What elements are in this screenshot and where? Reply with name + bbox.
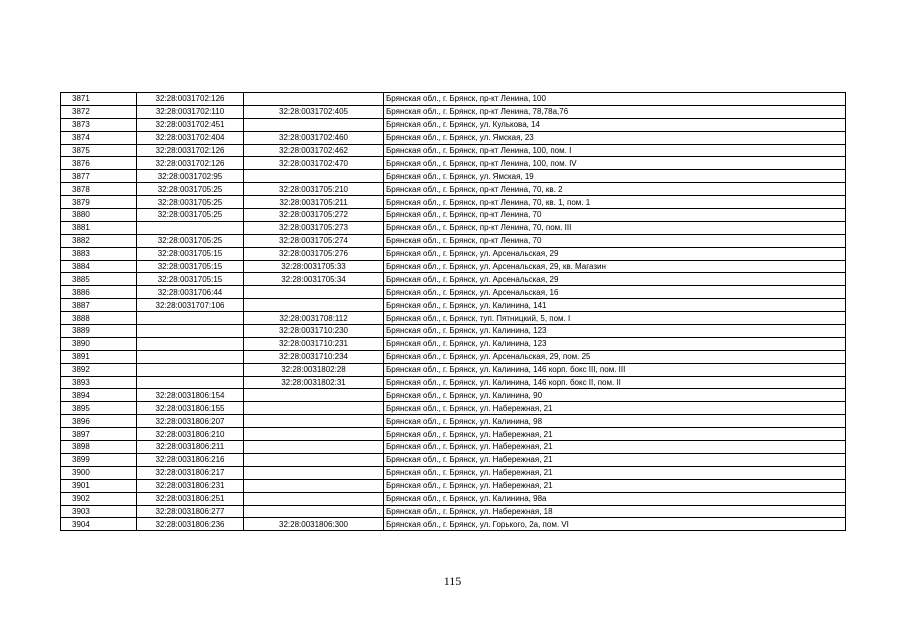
- cell-row-number: 3878: [61, 183, 137, 196]
- table-row: [61, 402, 846, 415]
- table-row: [61, 286, 846, 299]
- cell-address: Брянская обл., г. Брянск, ул. Ямская, 23: [384, 131, 846, 144]
- cell-cadastral-number-secondary: [244, 505, 384, 518]
- cell-cadastral-number: 32:28:0031705:25: [137, 234, 244, 247]
- table-row: [61, 196, 846, 209]
- cell-cadastral-number-secondary: 32:28:0031705:272: [244, 209, 384, 222]
- cell-cadastral-number-secondary: 32:28:0031802:31: [244, 376, 384, 389]
- cell-cadastral-number-secondary: 32:28:0031702:405: [244, 105, 384, 118]
- cell-address: Брянская обл., г. Брянск, ул. Набережная, 21: [384, 402, 846, 415]
- cell-cadastral-number-secondary: 32:28:0031705:276: [244, 247, 384, 260]
- cell-address: Брянская обл., г. Брянск, пр-кт Ленина, 70: [384, 209, 846, 222]
- cell-cadastral-number-secondary: 32:28:0031705:210: [244, 183, 384, 196]
- table-row: [61, 389, 846, 402]
- page-number: 115: [443, 574, 462, 588]
- cell-row-number: 3883: [61, 247, 137, 260]
- cell-cadastral-number: 32:28:0031705:15: [137, 247, 244, 260]
- table-row: [61, 376, 846, 389]
- cell-cadastral-number-secondary: 32:28:0031705:211: [244, 196, 384, 209]
- cell-cadastral-number: [137, 325, 244, 338]
- cell-cadastral-number: 32:28:0031806:210: [137, 428, 244, 441]
- table-row: [61, 337, 846, 350]
- cell-cadastral-number-secondary: [244, 415, 384, 428]
- table-row: [61, 466, 846, 479]
- table-row: [61, 350, 846, 363]
- cell-cadastral-number: 32:28:0031806:216: [137, 453, 244, 466]
- cell-row-number: 3879: [61, 196, 137, 209]
- cell-cadastral-number: 32:28:0031702:110: [137, 105, 244, 118]
- cell-row-number: 3901: [61, 479, 137, 492]
- cell-address: Брянская обл., г. Брянск, ул. Набережная, 21: [384, 453, 846, 466]
- table-row: [61, 131, 846, 144]
- cell-address: Брянская обл., г. Брянск, ул. Арсенальская, 29, кв. Магазин: [384, 260, 846, 273]
- cell-cadastral-number-secondary: 32:28:0031705:33: [244, 260, 384, 273]
- cell-address: Брянская обл., г. Брянск, ул. Кулькова, 14: [384, 118, 846, 131]
- cell-address: Брянская обл., г. Брянск, пр-кт Ленина, 70, кв. 2: [384, 183, 846, 196]
- cell-cadastral-number-secondary: [244, 441, 384, 454]
- registry-table: [60, 92, 846, 531]
- cell-cadastral-number-secondary: [244, 286, 384, 299]
- table-row: [61, 415, 846, 428]
- cell-address: Брянская обл., г. Брянск, ул. Арсенальская, 16: [384, 286, 846, 299]
- cell-cadastral-number: 32:28:0031705:15: [137, 273, 244, 286]
- cell-row-number: 3895: [61, 402, 137, 415]
- cell-cadastral-number-secondary: 32:28:0031708:112: [244, 312, 384, 325]
- cell-cadastral-number-secondary: 32:28:0031710:230: [244, 325, 384, 338]
- cell-row-number: 3871: [61, 93, 137, 106]
- cell-cadastral-number-secondary: 32:28:0031705:34: [244, 273, 384, 286]
- cell-address: Брянская обл., г. Брянск, пр-кт Ленина, 100, пом. IV: [384, 157, 846, 170]
- cell-row-number: 3887: [61, 299, 137, 312]
- cell-cadastral-number: 32:28:0031707:106: [137, 299, 244, 312]
- cell-row-number: 3874: [61, 131, 137, 144]
- table-row: [61, 492, 846, 505]
- table-row: [61, 518, 846, 531]
- cell-address: Брянская обл., г. Брянск, ул. Набережная, 21: [384, 466, 846, 479]
- cell-row-number: 3904: [61, 518, 137, 531]
- cell-cadastral-number: [137, 363, 244, 376]
- cell-row-number: 3881: [61, 221, 137, 234]
- cell-row-number: 3888: [61, 312, 137, 325]
- cell-row-number: 3897: [61, 428, 137, 441]
- cell-address: Брянская обл., г. Брянск, ул. Калинина, 98а: [384, 492, 846, 505]
- cell-row-number: 3889: [61, 325, 137, 338]
- cell-cadastral-number-secondary: 32:28:0031806:300: [244, 518, 384, 531]
- table-row: [61, 479, 846, 492]
- cell-address: Брянская обл., г. Брянск, ул. Арсенальская, 29: [384, 247, 846, 260]
- cell-row-number: 3894: [61, 389, 137, 402]
- cell-row-number: 3875: [61, 144, 137, 157]
- cell-row-number: 3899: [61, 453, 137, 466]
- cell-address: Брянская обл., г. Брянск, ул. Набережная, 21: [384, 479, 846, 492]
- table-row: [61, 312, 846, 325]
- table-row: [61, 93, 846, 106]
- cell-cadastral-number-secondary: [244, 389, 384, 402]
- cell-cadastral-number-secondary: 32:28:0031705:273: [244, 221, 384, 234]
- cell-cadastral-number-secondary: [244, 453, 384, 466]
- cell-cadastral-number: [137, 312, 244, 325]
- cell-row-number: 3877: [61, 170, 137, 183]
- cell-row-number: 3893: [61, 376, 137, 389]
- cell-row-number: 3872: [61, 105, 137, 118]
- table-row: [61, 105, 846, 118]
- cell-cadastral-number: 32:28:0031806:207: [137, 415, 244, 428]
- cell-cadastral-number-secondary: [244, 118, 384, 131]
- cell-cadastral-number: 32:28:0031705:15: [137, 260, 244, 273]
- cell-cadastral-number: 32:28:0031702:126: [137, 144, 244, 157]
- table-row: [61, 144, 846, 157]
- cell-cadastral-number-secondary: 32:28:0031702:470: [244, 157, 384, 170]
- cell-address: Брянская обл., г. Брянск, пр-кт Ленина, 78,78а,76: [384, 105, 846, 118]
- cell-cadastral-number: 32:28:0031702:126: [137, 157, 244, 170]
- cell-row-number: 3884: [61, 260, 137, 273]
- cell-cadastral-number: 32:28:0031806:154: [137, 389, 244, 402]
- cell-address: Брянская обл., г. Брянск, туп. Пятницкий, 5, пом. I: [384, 312, 846, 325]
- cell-cadastral-number-secondary: 32:28:0031710:231: [244, 337, 384, 350]
- cell-address: Брянская обл., г. Брянск, ул. Калинина, 123: [384, 325, 846, 338]
- cell-address: Брянская обл., г. Брянск, пр-кт Ленина, 100, пом. I: [384, 144, 846, 157]
- cell-row-number: 3882: [61, 234, 137, 247]
- cell-row-number: 3876: [61, 157, 137, 170]
- cell-cadastral-number-secondary: [244, 428, 384, 441]
- table-row: [61, 505, 846, 518]
- cell-address: Брянская обл., г. Брянск, ул. Набережная, 21: [384, 441, 846, 454]
- cell-row-number: 3891: [61, 350, 137, 363]
- cell-row-number: 3900: [61, 466, 137, 479]
- cell-address: Брянская обл., г. Брянск, ул. Калинина, 146 корп. бокс III, пом. III: [384, 363, 846, 376]
- cell-address: Брянская обл., г. Брянск, ул. Ямская, 19: [384, 170, 846, 183]
- cell-row-number: 3896: [61, 415, 137, 428]
- cell-row-number: 3892: [61, 363, 137, 376]
- cell-cadastral-number-secondary: 32:28:0031702:462: [244, 144, 384, 157]
- cell-address: Брянская обл., г. Брянск, ул. Калинина, 141: [384, 299, 846, 312]
- cell-row-number: 3898: [61, 441, 137, 454]
- table-row: [61, 260, 846, 273]
- cell-cadastral-number: [137, 376, 244, 389]
- cell-address: Брянская обл., г. Брянск, пр-кт Ленина, 70, кв. 1, пом. 1: [384, 196, 846, 209]
- table-row: [61, 209, 846, 222]
- cell-cadastral-number: [137, 221, 244, 234]
- cell-row-number: 3885: [61, 273, 137, 286]
- table-row: [61, 273, 846, 286]
- table-row: [61, 247, 846, 260]
- cell-cadastral-number: 32:28:0031806:277: [137, 505, 244, 518]
- cell-row-number: 3886: [61, 286, 137, 299]
- table-row: [61, 428, 846, 441]
- cell-row-number: 3880: [61, 209, 137, 222]
- cell-row-number: 3902: [61, 492, 137, 505]
- cell-cadastral-number: 32:28:0031806:231: [137, 479, 244, 492]
- cell-cadastral-number-secondary: 32:28:0031702:460: [244, 131, 384, 144]
- cell-cadastral-number-secondary: [244, 492, 384, 505]
- cell-cadastral-number: 32:28:0031705:25: [137, 209, 244, 222]
- cell-cadastral-number-secondary: 32:28:0031710:234: [244, 350, 384, 363]
- cell-cadastral-number: 32:28:0031706:44: [137, 286, 244, 299]
- table-row: [61, 363, 846, 376]
- cell-row-number: 3873: [61, 118, 137, 131]
- table-row: [61, 234, 846, 247]
- cell-cadastral-number-secondary: [244, 466, 384, 479]
- cell-address: Брянская обл., г. Брянск, пр-кт Ленина, 70: [384, 234, 846, 247]
- table-row: [61, 118, 846, 131]
- cell-cadastral-number: 32:28:0031702:404: [137, 131, 244, 144]
- cell-address: Брянская обл., г. Брянск, пр-кт Ленина, 70, пом. III: [384, 221, 846, 234]
- table-row: [61, 299, 846, 312]
- cell-cadastral-number: [137, 337, 244, 350]
- cell-cadastral-number: 32:28:0031806:155: [137, 402, 244, 415]
- table-row: [61, 170, 846, 183]
- cell-row-number: 3903: [61, 505, 137, 518]
- cell-cadastral-number: 32:28:0031806:217: [137, 466, 244, 479]
- cell-address: Брянская обл., г. Брянск, пр-кт Ленина, 100: [384, 93, 846, 106]
- cell-address: Брянская обл., г. Брянск, ул. Арсенальская, 29: [384, 273, 846, 286]
- cell-address: Брянская обл., г. Брянск, ул. Калинина, 98: [384, 415, 846, 428]
- table-row: [61, 453, 846, 466]
- table-row: [61, 325, 846, 338]
- cell-cadastral-number: 32:28:0031702:95: [137, 170, 244, 183]
- table-row: [61, 441, 846, 454]
- table-row: [61, 221, 846, 234]
- cell-address: Брянская обл., г. Брянск, ул. Горького, 2а, пом. VI: [384, 518, 846, 531]
- table-row: [61, 183, 846, 196]
- table-row: [61, 157, 846, 170]
- cell-cadastral-number: 32:28:0031806:251: [137, 492, 244, 505]
- cell-cadastral-number: 32:28:0031702:126: [137, 93, 244, 106]
- cell-row-number: 3890: [61, 337, 137, 350]
- cell-cadastral-number-secondary: [244, 170, 384, 183]
- cell-cadastral-number-secondary: [244, 93, 384, 106]
- registry-table-body: [61, 93, 846, 531]
- cell-cadastral-number-secondary: [244, 299, 384, 312]
- cell-address: Брянская обл., г. Брянск, ул. Набережная, 18: [384, 505, 846, 518]
- cell-cadastral-number-secondary: 32:28:0031705:274: [244, 234, 384, 247]
- cell-cadastral-number: 32:28:0031705:25: [137, 196, 244, 209]
- cell-cadastral-number-secondary: [244, 479, 384, 492]
- cell-address: Брянская обл., г. Брянск, ул. Калинина, 146 корп. бокс II, пом. II: [384, 376, 846, 389]
- cell-address: Брянская обл., г. Брянск, ул. Арсенальская, 29, пом. 25: [384, 350, 846, 363]
- cell-address: Брянская обл., г. Брянск, ул. Калинина, 90: [384, 389, 846, 402]
- cell-cadastral-number: 32:28:0031806:211: [137, 441, 244, 454]
- cell-cadastral-number-secondary: 32:28:0031802:28: [244, 363, 384, 376]
- cell-cadastral-number-secondary: [244, 402, 384, 415]
- cell-cadastral-number: [137, 350, 244, 363]
- cell-address: Брянская обл., г. Брянск, ул. Набережная, 21: [384, 428, 846, 441]
- cell-cadastral-number: 32:28:0031806:236: [137, 518, 244, 531]
- cell-cadastral-number: 32:28:0031705:25: [137, 183, 244, 196]
- cell-cadastral-number: 32:28:0031702:451: [137, 118, 244, 131]
- cell-address: Брянская обл., г. Брянск, ул. Калинина, 123: [384, 337, 846, 350]
